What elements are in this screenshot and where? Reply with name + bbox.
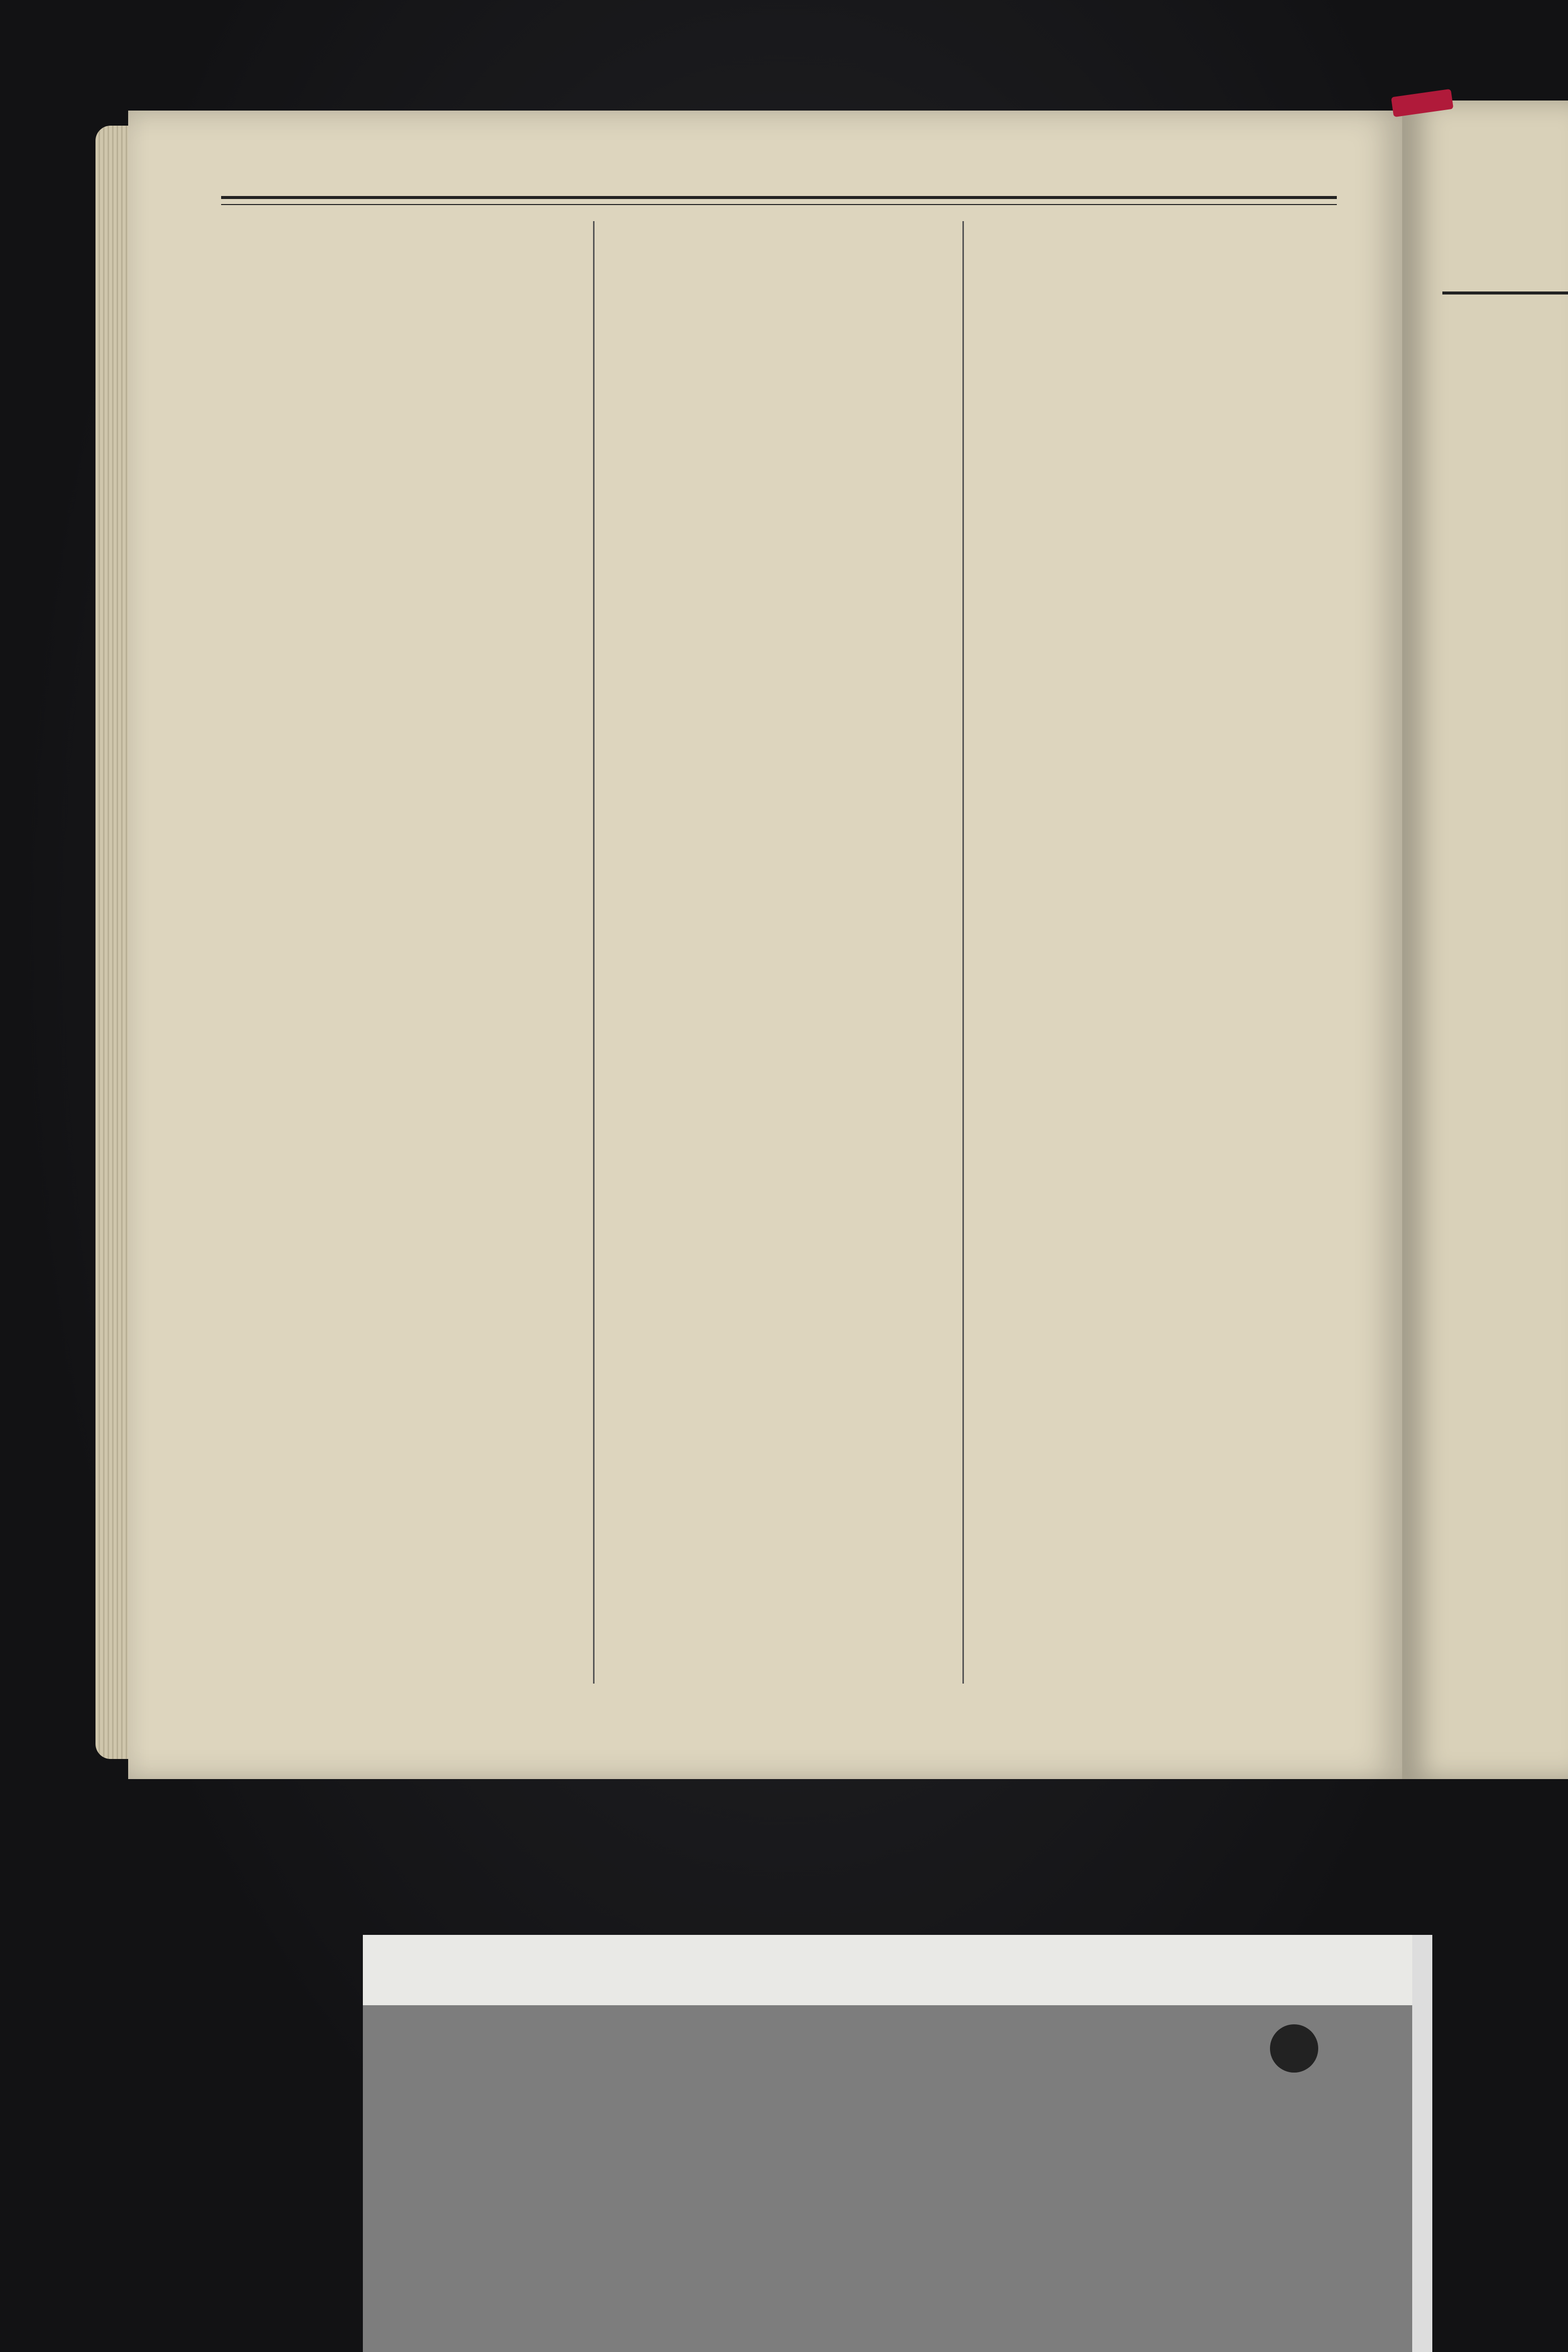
column-divider: [962, 221, 964, 1684]
column-1: [224, 221, 580, 1679]
danes-picta-logo: [1270, 2024, 1318, 2073]
chart-edge: [1412, 1935, 1432, 2352]
column-3: [972, 221, 1334, 1679]
ruler: [363, 1935, 1413, 2005]
right-page-rule: [1442, 291, 1568, 295]
column-divider: [593, 221, 595, 1684]
column-2: [603, 221, 952, 1679]
colour-chart: [363, 1935, 1413, 2352]
right-page: [1402, 101, 1568, 1779]
header-rule: [221, 196, 1337, 205]
